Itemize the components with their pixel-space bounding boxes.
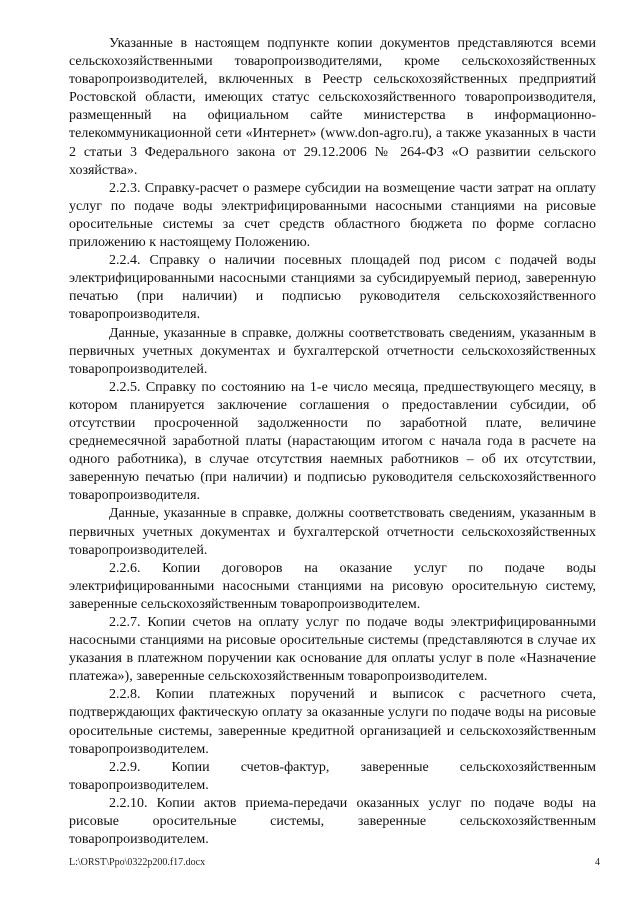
paragraph-data-consistency-1: Данные, указанные в справке, должны соответствовать сведениям, указанным в первичных учетных документах и бухгалтерской отчетности сельскохозяйственных товаропроизводителей. <box>69 325 596 377</box>
paragraph-data-consistency-2: Данные, указанные в справке, должны соответствовать сведениям, указанным в первичных учетных документах и бухгалтерской отчетности сельскохозяйственных товаропроизводителей. <box>69 506 596 558</box>
paragraph-2-2-10: 2.2.10. Копии актов приема-передачи оказанных услуг по подаче воды на рисовые оросительные системы, заверенные сельскохозяйственным товаропроизводителем. <box>69 795 596 848</box>
paragraph-2-2-7: 2.2.7. Копии счетов на оплату услуг по подаче воды электрифицированными насосными станциями на рисовые оросительные системы (представляются в случае их указания в платежном поручении как основание для оплаты услуг в поле «Назначение платежа»), заверенные сельскохозяйственным товаропроизводителем. <box>69 615 596 685</box>
footer-page-number: 4 <box>595 857 600 868</box>
footer-file-path: L:\ORST\Ppo\0322p200.f17.docx <box>69 857 206 868</box>
paragraph-2-2-3: 2.2.3. Справку-расчет о размере субсидии на возмещение части затрат на оплату услуг по подаче воды электрифицированными насосными станциями на рисовые оросительные системы за счет средств областного бюджета по форме согласно приложению к настоящему Положению. <box>69 180 596 251</box>
paragraph-copies-note: Указанные в настоящем подпункте копии документов представляются всеми сельскохозяйственными товаропроизводителями, кроме сельскохозяйственных товаропроизводителей, включенных в Реестр сельскохозяйственных предприятий Ростовской области, имеющих статус сельскохозяйственного товаропроизводителя, размещенный на официальном сайте министерства в информационно-телекоммуникационной сети «Интернет» (www.don-agro.ru), а также указанных в части 2 статьи 3 Федерального закона от 29.12.2006 № 264-ФЗ «О развитии сельского хозяйства». <box>69 36 596 178</box>
paragraph-2-2-8: 2.2.8. Копии платежных поручений и выписок с расчетного счета, подтверждающих фактическую оплату за оказанные услуги по подаче воды на рисовые оросительные системы, заверенные кредитной организацией и сельскохозяйственным товаропроизводителем. <box>69 687 596 757</box>
paragraph-2-2-4: 2.2.4. Справку о наличии посевных площадей под рисом с подачей воды электрифицированными насосными станциями за субсидируемый период, заверенную печатью (при наличии) и подписью руководителя сельскохозяйственного товаропроизводителя. <box>69 253 596 323</box>
paragraph-2-2-9: 2.2.9. Копии счетов-фактур, заверенные сельскохозяйственным товаропроизводителем. <box>69 759 596 793</box>
paragraph-2-2-5: 2.2.5. Справку по состоянию на 1-е число месяца, предшествующего месяцу, в котором планируется заключение соглашения о предоставлении субсидии, об отсутствии просроченной задолженности по заработной плате, величине среднемесячной заработной платы (нарастающим итогом с начала года в расчете на одного работника), в случае отсутствия наемных работников – об их отсутствии, заверенную печатью (при наличии) и подписью руководителя сельскохозяйственного товаропроизводителя. <box>69 379 596 504</box>
paragraph-2-2-6: 2.2.6. Копии договоров на оказание услуг по подаче воды электрифицированными насосными станциями на рисовую оросительную систему, заверенные сельскохозяйственным товаропроизводителем. <box>69 560 596 612</box>
document-body <box>69 35 596 849</box>
